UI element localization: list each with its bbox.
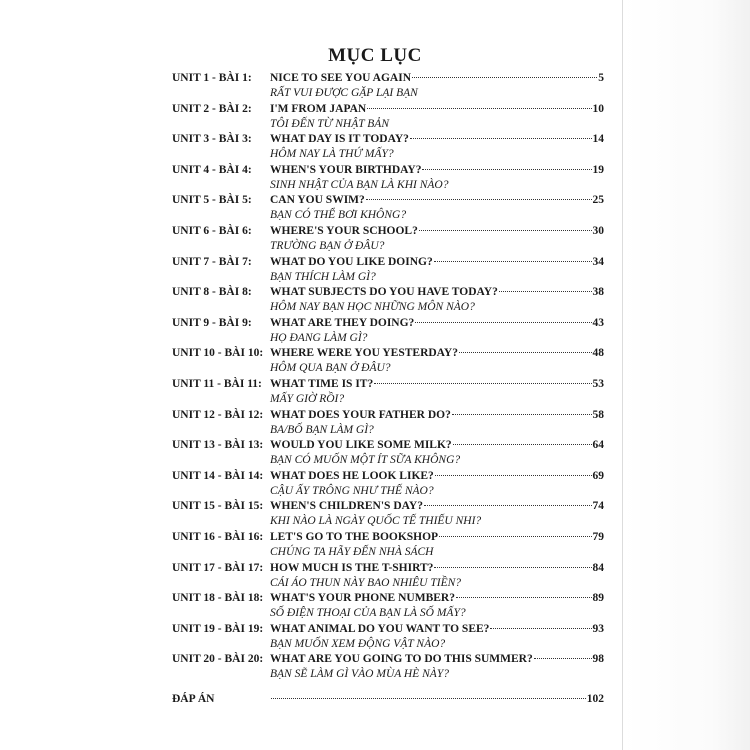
page-number: 53 <box>592 377 604 390</box>
page-number: 19 <box>592 163 604 176</box>
vietnamese-title: BẠN THÍCH LÀM GÌ? <box>270 270 376 283</box>
vietnamese-title: MẤY GIỜ RỒI? <box>270 392 345 405</box>
english-title: WHAT ARE THEY DOING? <box>270 316 415 329</box>
page-number: 38 <box>592 286 604 299</box>
toc-entry <box>172 469 604 500</box>
unit-label: UNIT 12 - BÀI 12: <box>172 408 264 421</box>
answers-label: ĐÁP ÁN <box>172 693 215 705</box>
vietnamese-title: HỌ ĐANG LÀM GÌ? <box>270 331 368 344</box>
page-number: 25 <box>592 194 604 207</box>
leader-dots <box>419 230 592 231</box>
toc-entry <box>172 285 604 316</box>
unit-label: UNIT 4 - BÀI 4: <box>172 163 252 176</box>
toc-entry <box>172 622 604 653</box>
toc-entry <box>172 102 604 133</box>
vietnamese-title: KHI NÀO LÀ NGÀY QUỐC TẾ THIẾU NHI? <box>270 515 482 528</box>
english-title: WHAT'S YOUR PHONE NUMBER? <box>270 592 455 605</box>
leader-dots <box>422 169 591 170</box>
english-title: WHAT DOES YOUR FATHER DO? <box>270 408 451 421</box>
vietnamese-title: BẠN CÓ THỂ BƠI KHÔNG? <box>270 209 407 222</box>
english-title: I'M FROM JAPAN <box>270 102 367 115</box>
toc-entry <box>172 316 604 347</box>
leader-dots <box>410 138 592 139</box>
toc-entry <box>172 224 604 255</box>
leader-dots <box>434 567 591 568</box>
toc-entry <box>172 499 604 530</box>
unit-label: UNIT 1 - BÀI 1: <box>172 72 252 84</box>
page-number: 34 <box>592 255 604 268</box>
unit-label: UNIT 13 - BÀI 13: <box>172 439 264 452</box>
english-title: WHAT DAY IS IT TODAY? <box>270 133 409 146</box>
vietnamese-title: BẠN MUỐN XEM ĐỘNG VẬT NÀO? <box>270 637 446 650</box>
vietnamese-title: CHÚNG TA HÃY ĐẾN NHÀ SÁCH <box>270 545 434 558</box>
vietnamese-title: CÁI ÁO THUN NÀY BAO NHIÊU TIỀN? <box>270 576 462 589</box>
english-title: NICE TO SEE YOU AGAIN <box>270 72 412 84</box>
page-number: 93 <box>592 622 604 635</box>
page-number: 69 <box>592 469 604 482</box>
toc-entry <box>172 530 604 561</box>
leader-dots <box>424 505 592 506</box>
page-edge-line <box>622 0 623 750</box>
unit-label: UNIT 11 - BÀI 11: <box>172 377 262 390</box>
page-number: 84 <box>592 561 604 574</box>
english-title: HOW MUCH IS THE T-SHIRT? <box>270 561 434 574</box>
leader-dots <box>439 536 591 537</box>
unit-label: UNIT 20 - BÀI 20: <box>172 653 264 666</box>
toc-entry <box>172 561 604 592</box>
unit-label: UNIT 15 - BÀI 15: <box>172 500 264 513</box>
leader-dots <box>271 698 586 699</box>
page-number: 30 <box>592 224 604 237</box>
page-number: 5 <box>598 72 604 84</box>
toc-list <box>172 71 604 683</box>
leader-dots <box>374 383 591 384</box>
toc-entry <box>172 71 604 102</box>
unit-label: UNIT 17 - BÀI 17: <box>172 561 264 574</box>
unit-label: UNIT 8 - BÀI 8: <box>172 286 252 299</box>
leader-dots <box>412 77 597 78</box>
unit-label: UNIT 10 - BÀI 10: <box>172 347 264 360</box>
toc-entry <box>172 377 604 408</box>
english-title: WHERE'S YOUR SCHOOL? <box>270 224 418 237</box>
english-title: CAN YOU SWIM? <box>270 194 365 207</box>
leader-dots <box>367 108 591 109</box>
toc-entry <box>172 193 604 224</box>
english-title: WHAT TIME IS IT? <box>270 377 374 390</box>
toc-entry <box>172 346 604 377</box>
leader-dots <box>499 291 592 292</box>
unit-label: UNIT 14 - BÀI 14: <box>172 469 264 482</box>
toc-entry <box>172 255 604 286</box>
unit-label: UNIT 3 - BÀI 3: <box>172 133 252 146</box>
leader-dots <box>490 628 591 629</box>
unit-label: UNIT 2 - BÀI 2: <box>172 102 252 115</box>
vietnamese-title: RẤT VUI ĐƯỢC GẶP LẠI BẠN <box>270 87 418 99</box>
toc-entry <box>172 408 604 439</box>
leader-dots <box>435 475 592 476</box>
vietnamese-title: SINH NHẬT CỦA BẠN LÀ KHI NÀO? <box>270 178 449 191</box>
leader-dots <box>459 352 592 353</box>
vietnamese-title: BA/BỐ BẠN LÀM GÌ? <box>270 423 374 436</box>
english-title: WHAT ARE YOU GOING TO DO THIS SUMMER? <box>270 653 533 666</box>
vietnamese-title: SỐ ĐIỆN THOẠI CỦA BẠN LÀ SỐ MẤY? <box>270 607 466 620</box>
leader-dots <box>434 261 592 262</box>
vietnamese-title: TRƯỜNG BẠN Ở ĐÂU? <box>270 239 385 252</box>
leader-dots <box>452 414 592 415</box>
toc-entry <box>172 591 604 622</box>
vietnamese-title: HÔM NAY BẠN HỌC NHỮNG MÔN NÀO? <box>270 301 475 314</box>
page-number: 64 <box>592 439 604 452</box>
unit-label: UNIT 6 - BÀI 6: <box>172 224 252 237</box>
toc-entry <box>172 132 604 163</box>
english-title: WHERE WERE YOU YESTERDAY? <box>270 347 458 360</box>
english-title: WHAT DO YOU LIKE DOING? <box>270 255 433 268</box>
unit-label: UNIT 7 - BÀI 7: <box>172 255 252 268</box>
answers-page-number: 102 <box>586 693 604 705</box>
english-title: WHAT DOES HE LOOK LIKE? <box>270 469 434 482</box>
leader-dots <box>453 444 592 445</box>
vietnamese-title: CẬU ẤY TRÔNG NHƯ THẾ NÀO? <box>270 484 434 497</box>
english-title: WHAT SUBJECTS DO YOU HAVE TODAY? <box>270 286 498 299</box>
english-title: WHEN'S CHILDREN'S DAY? <box>270 500 423 513</box>
english-title: WOULD YOU LIKE SOME MILK? <box>270 439 452 452</box>
unit-label: UNIT 18 - BÀI 18: <box>172 592 264 605</box>
vietnamese-title: HÔM NAY LÀ THỨ MẤY? <box>270 148 394 161</box>
vietnamese-title: HÔM QUA BẠN Ở ĐÂU? <box>270 362 391 375</box>
leader-dots <box>534 658 592 659</box>
english-title: WHAT ANIMAL DO YOU WANT TO SEE? <box>270 622 490 635</box>
page-number: 74 <box>592 500 604 513</box>
page-number: 10 <box>592 102 604 115</box>
leader-dots <box>415 322 591 323</box>
unit-label: UNIT 19 - BÀI 19: <box>172 622 264 635</box>
leader-dots <box>456 597 592 598</box>
vietnamese-title: TÔI ĐẾN TỪ NHẬT BẢN <box>270 117 390 130</box>
page-edge-shadow <box>622 0 750 750</box>
page-number: 14 <box>592 133 604 146</box>
toc-entry <box>172 438 604 469</box>
page-number: 58 <box>592 408 604 421</box>
leader-dots <box>366 199 592 200</box>
vietnamese-title: BẠN SẼ LÀM GÌ VÀO MÙA HÈ NÀY? <box>270 668 449 681</box>
unit-label: UNIT 5 - BÀI 5: <box>172 194 252 207</box>
page-number: 43 <box>592 316 604 329</box>
answers-entry <box>172 692 604 707</box>
unit-label: UNIT 9 - BÀI 9: <box>172 316 252 329</box>
unit-label: UNIT 16 - BÀI 16: <box>172 530 264 543</box>
english-title: WHEN'S YOUR BIRTHDAY? <box>270 163 422 176</box>
page-number: 98 <box>592 653 604 666</box>
vietnamese-title: BẠN CÓ MUỐN MỘT ÍT SỮA KHÔNG? <box>270 454 461 467</box>
english-title: LET'S GO TO THE BOOKSHOP <box>270 530 439 543</box>
page-title: MỤC LỤC <box>328 45 422 66</box>
page-number: 79 <box>592 530 604 543</box>
toc-entry <box>172 163 604 194</box>
page-number: 48 <box>592 347 604 360</box>
toc-entry <box>172 652 604 683</box>
page-number: 89 <box>592 592 604 605</box>
